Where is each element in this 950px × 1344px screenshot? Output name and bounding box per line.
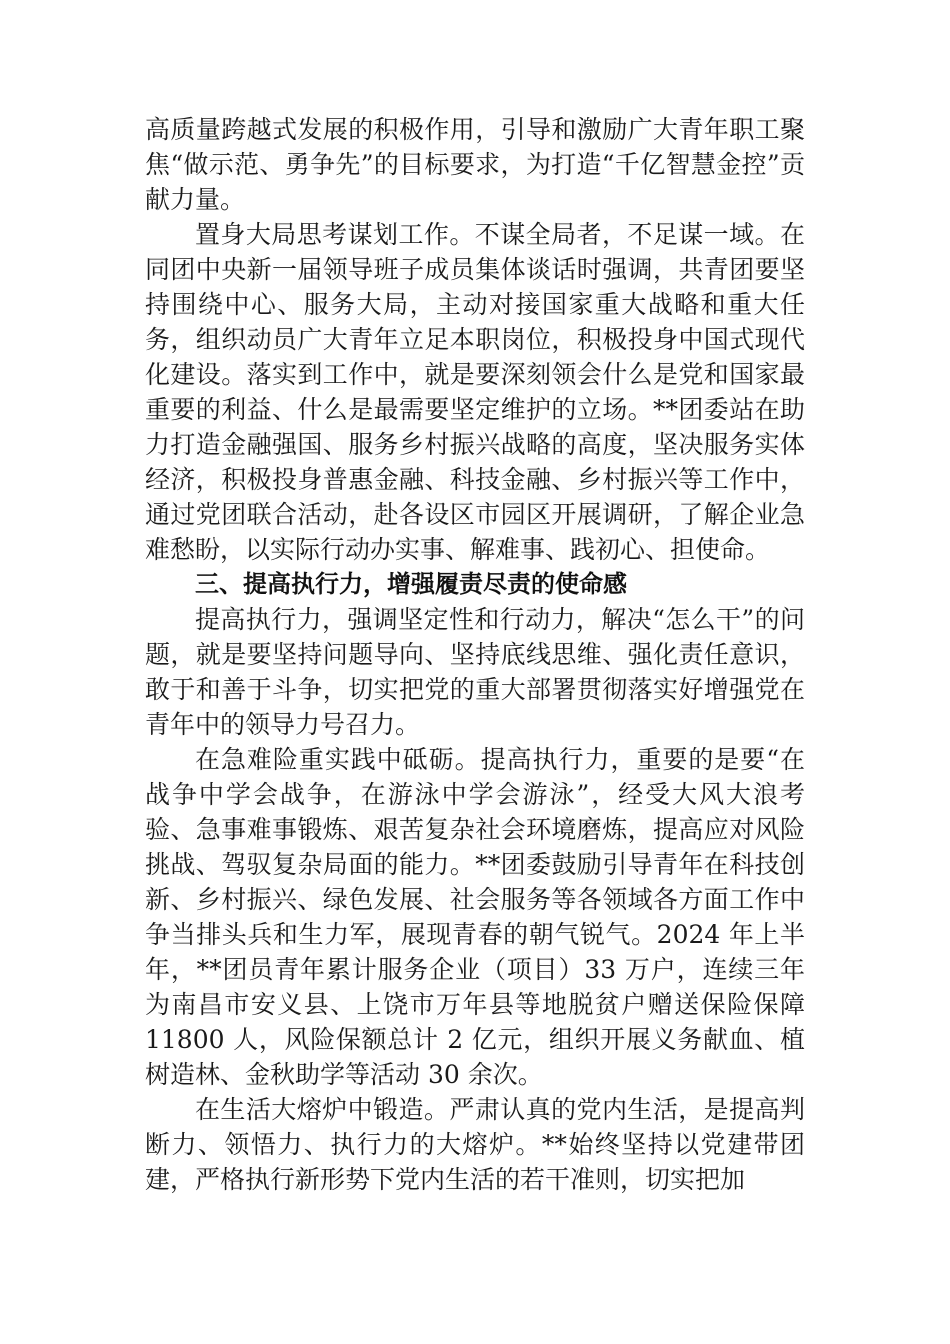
paragraph-execution-intro: 提高执行力，强调坚定性和行动力，解决“怎么干”的问题，就是要坚持问题导向、坚持底线思维、强化责任意识，敢于和善于斗争，切实把党的重大部署贯彻落实好增强党在青年中的领导力号召力。 [145,605,805,739]
paragraph-party-life: 在生活大熔炉中锻造。严肃认真的党内生活，是提高判断力、领悟力、执行力的大熔炉。**始终坚持以党建带团建，严格执行新形势下党内生活的若干准则，切实把加 [145,1095,805,1194]
paragraph-practice: 在急难险重实践中砥砺。提高执行力，重要的是要“在战争中学会战争，在游泳中学会游泳”，经受大风大浪考验、急事难事锻炼、艰苦复杂社会环境磨炼，提高应对风险挑战、驾驭复杂局面的能力。**团委鼓励引导青年在科技创新、乡村振兴、绿色发展、社会服务等各领域各方面工作中争当排头兵和生力军，展现青春的朝气锐气。2024 年上半年，**团员青年累计服务企业（项目）33 万户，连续三年为南昌市安义县、上饶市万年县等地脱贫户赠送保险保障 11800 人，风险保额总计 2 亿元，组织开展义务献血、植树造林、金秋助学等活动 30 余次。 [145,745,805,1089]
document-body [145,112,805,1197]
section-heading-three: 三、提高执行力，增强履责尽责的使命感 [195,570,627,598]
paragraph-global-planning: 置身大局思考谋划工作。不谋全局者，不足谋一域。在同团中央新一届领导班子成员集体谈话时强调，共青团要坚持围绕中心、服务大局，主动对接国家重大战略和重大任务，组织动员广大青年立足本职岗位，积极投身中国式现代化建设。落实到工作中，就是要深刻领会什么是党和国家最重要的利益、什么是最需要坚定维护的立场。**团委站在助力打造金融强国、服务乡村振兴战略的高度，坚决服务实体经济，积极投身普惠金融、科技金融、乡村振兴等工作中，通过党团联合活动，赴各设区市园区开展调研，了解企业急难愁盼，以实际行动办实事、解难事、践初心、担使命。 [145,220,805,564]
paragraph-continuation: 高质量跨越式发展的积极作用，引导和激励广大青年职工聚焦“做示范、勇争先”的目标要求，为打造“千亿智慧金控”贡献力量。 [145,115,805,214]
